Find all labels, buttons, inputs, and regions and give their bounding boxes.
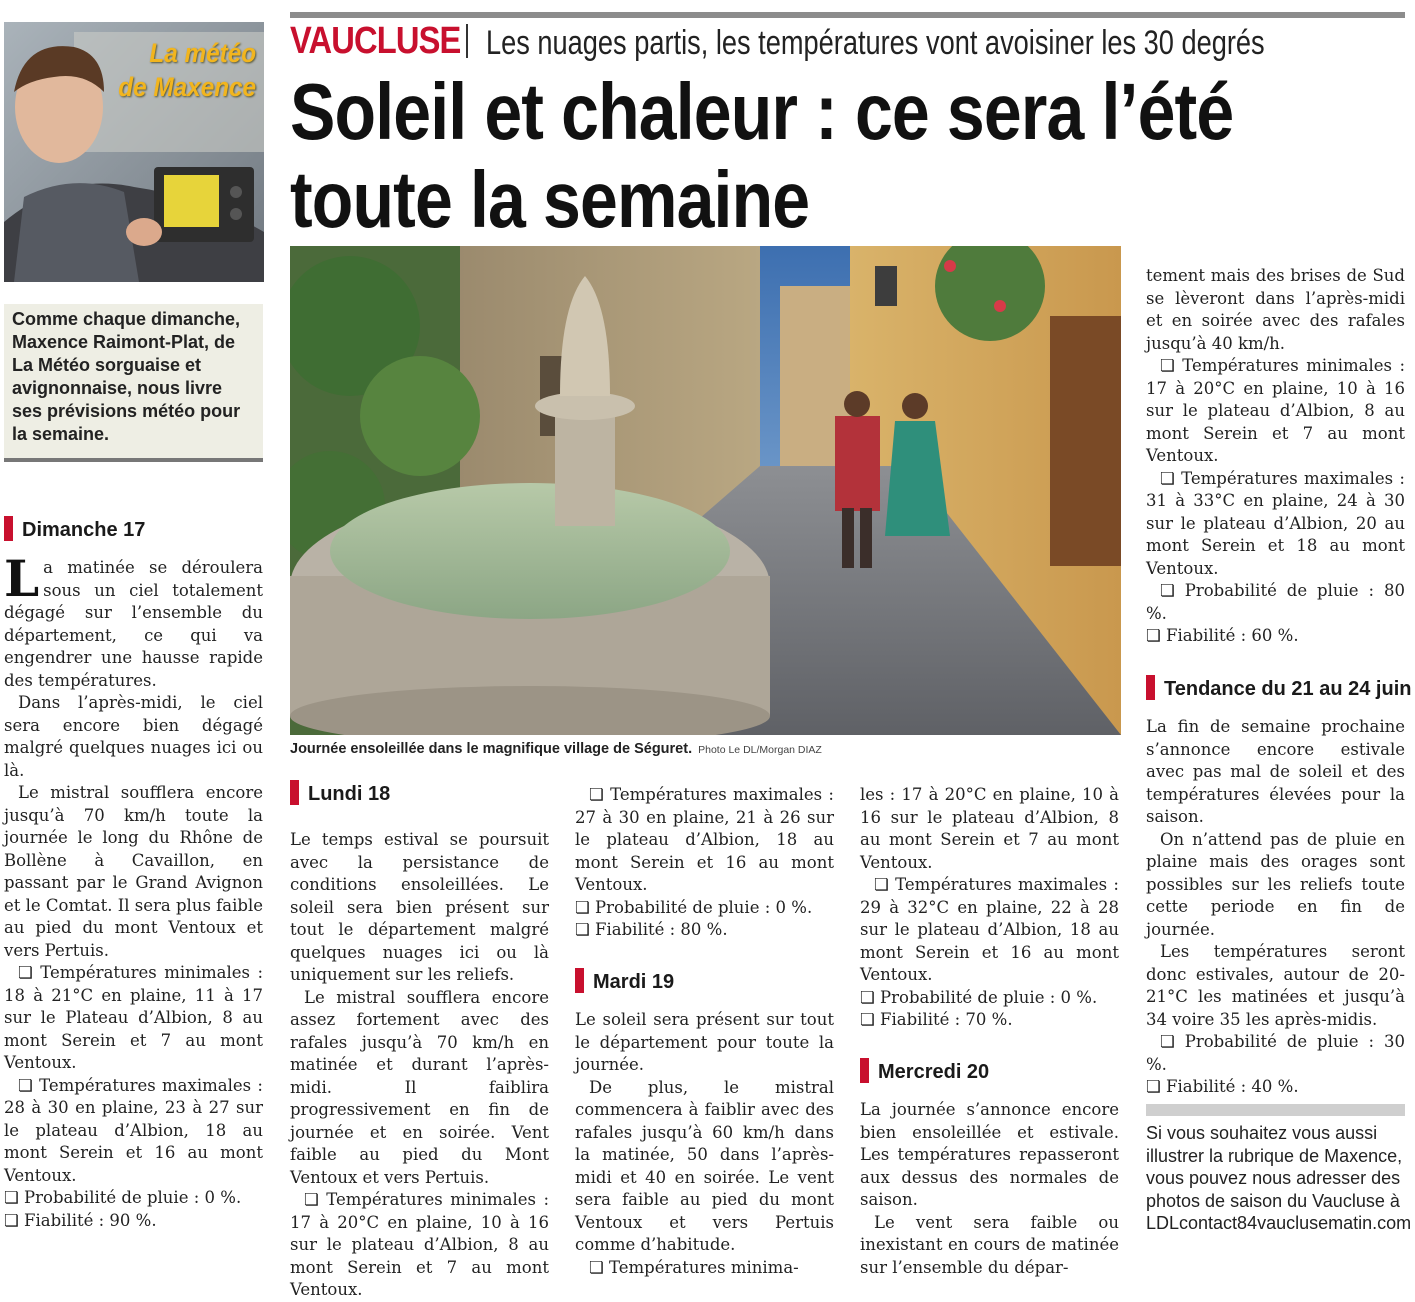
caption-text: Journée ensoleillée dans le magnifique village de Séguret. [290,741,693,757]
tmin-item: ❏ Températures minimales : 18 à 21°C en plaine, 11 à 17 sur le Plateau d’Albion, 8 au mont Serein et 7 au mont Ventoux. [4,963,263,1072]
column-mercredi [860,1099,1119,1279]
reliability-item: ❏ Fiabilité : 60 %. [1146,626,1299,645]
contact-bar [1146,1104,1405,1116]
kicker: Les nuages partis, les températures vont avoisiner les 30 degrés [486,24,1265,62]
rubric-title-line-2: de Maxence [118,72,256,102]
headline-line-1: Soleil et chaleur : ce sera l’été [290,67,1234,156]
heading-marker [290,780,299,805]
paragraph-start: Le vent sera faible ou inexistant en cours de matinée sur l’ensemble du dépar- [860,1212,1119,1277]
fountain-photo [290,246,1121,735]
heading-marker [4,516,13,541]
tmin-item-end: les : 17 à 20°C en plaine, 10 à 16 sur le plateau d’Albion, 8 au mont Serein et 7 au mont Ventoux. [860,785,1119,872]
tmax-item: ❏ Températures maximales : 29 à 32°C en plaine, 22 à 28 sur le plateau d’Albion, 18 au mont Serein et 16 au mont Ventoux. [860,875,1119,984]
heading-dimanche-label: Dimanche 17 [22,519,146,541]
paragraph: Le soleil sera présent sur tout le département pour toute la journée. [575,1010,834,1074]
tmin-item: ❏ Températures minimales : 17 à 20°C en plaine, 10 à 16 sur le plateau d’Albion, 8 au mont Serein et 7 au mont Ventoux. [290,1190,549,1299]
tmax-item: ❏ Températures maximales : 31 à 33°C en plaine, 24 à 30 sur le plateau d’Albion, 20 au mont Serein et 18 au mont Ventoux. [1146,468,1405,578]
heading-marker [575,968,584,993]
paragraph: De plus, le mistral commencera à faiblir avec des rafales jusqu’à 60 km/h dans la matinée, 50 dans l’après-midi et 40 en soirée. Le vent sera faible au pied du mont Ventoux et vers Pertuis comme d’habitude. [575,1077,834,1254]
column-tendance [1146,716,1405,1099]
heading-mardi [575,968,674,994]
heading-dimanche [4,516,145,542]
tmax-item: ❏ Températures maximales : 28 à 30 en plaine, 23 à 27 sur le plateau d’Albion, 18 au mont Serein et 16 au mont Ventoux. [4,1075,263,1185]
heading-mardi-label: Mardi 19 [593,971,675,993]
reliability-item: ❏ Fiabilité : 80 %. [575,920,728,939]
paragraph [4,549,263,692]
section-label: VAUCLUSE [290,20,461,62]
drop-cap: L [4,549,40,608]
rubric-title-line-1: La météo [149,38,256,68]
reliability-item: ❏ Fiabilité : 70 %. [860,1010,1013,1029]
heading-lundi [290,780,390,806]
heading-mercredi [860,1058,989,1084]
paragraph: On n’attend pas de pluie en plaine mais des orages sont possibles sur les reliefs toute cette periode en fin de journée. [1146,829,1405,939]
village-fountain-image [290,246,1121,735]
headline [290,68,1410,244]
reliability-item: ❏ Fiabilité : 90 %. [4,1210,157,1230]
rubric-title [118,36,256,104]
column-mercredi-continued [1146,265,1405,648]
paragraph-text: a matinée se déroulera sous un ciel totalement dégagé sur l’ensemble du département, ce qui va engendrer une hausse rapide des températures. [4,558,263,690]
paragraph: La journée s’annonce encore bien ensoleillée et estivale. Les températures repasseront aux dessus des normales de saison. [860,1100,1119,1209]
rain-item: ❏ Probabilité de pluie : 30 %. [1146,1032,1405,1074]
column-mardi [575,1009,834,1279]
column-lundi-continued [575,784,834,942]
contact-text: Si vous souhaitez vous aussi illustrer la rubrique de Maxence, vous pouvez nous adresser des photos de saison du Vaucluse à LDLcontact84vauclusematin.com [1146,1123,1412,1233]
heading-marker [860,1058,869,1083]
rain-item: ❏ Probabilité de pluie : 0 %. [860,987,1098,1007]
photo-caption [290,741,822,757]
intro-box [4,304,263,462]
heading-tendance-label: Tendance du 21 au 24 juin [1164,678,1412,700]
rain-item: ❏ Probabilité de pluie : 80 %. [1146,581,1405,623]
paragraph: La fin de semaine prochaine s’annonce encore estivale avec pas mal de soleil et des températures élevées pour la saison. [1146,717,1405,826]
column-lundi [290,829,549,1302]
paragraph: Le mistral soufflera encore assez fortement avec des rafales jusqu’à 70 km/h en matinée et durant l’après-midi. Il faiblira progressivement en fin de journée et en soirée. Vent faible au pied du Mont Ventoux et vers Pertuis. [290,987,549,1187]
heading-mercredi-label: Mercredi 20 [878,1061,990,1083]
top-rule [290,12,1405,18]
heading-marker [1146,675,1155,700]
paragraph: Dans l’après-midi, le ciel sera encore bien dégagé malgré quelques nuages ici ou là. [4,693,263,780]
heading-tendance [1146,675,1411,701]
headline-line-2: toute la semaine [290,155,810,244]
rain-item: ❏ Probabilité de pluie : 0 %. [4,1188,242,1207]
rain-item: ❏ Probabilité de pluie : 0 %. [575,897,813,917]
paragraph: Le mistral soufflera encore jusqu’à 70 km/h toute la journée le long du Rhône de Bollène à Cavaillon, en passant par le Grand Avignon et le Comtat. Il sera plus faible au pied du mont Ventoux et vers Pertuis. [4,783,263,960]
paragraph-end: tement mais des brises de Sud se lèveront dans l’après-midi et en soirée avec des rafales jusqu’à 40 km/h. [1146,266,1405,353]
intro-text: Comme chaque dimanche, Maxence Raimont-Plat, de La Météo sorguaise et avignonnaise, nous livre ses prévisions météo pour la semaine. [12,309,241,444]
heading-lundi-label: Lundi 18 [308,783,391,805]
paragraph: Le temps estival se poursuit avec la persistance de conditions ensoleillées. Le soleil sera bien présent sur tout le département malgré quelques nuages ici ou là uniquement sur les reliefs. [290,830,549,984]
author-portrait [4,22,264,282]
section-separator [466,24,468,58]
tmin-item: ❏ Températures minimales : 17 à 20°C en plaine, 10 à 16 sur le plateau d’Albion, 8 au mont Serein et 7 au mont Ventoux. [1146,356,1405,465]
column-mardi-continued [860,784,1119,1032]
photo-credit: Photo Le DL/Morgan DIAZ [698,744,822,756]
tmax-item: ❏ Températures maximales : 27 à 30 en plaine, 21 à 26 sur le plateau d’Albion, 18 au mont Serein et 16 au mont Ventoux. [575,785,834,894]
tmin-item-start: ❏ Températures minima- [589,1257,799,1277]
reliability-item: ❏ Fiabilité : 40 %. [1146,1077,1299,1096]
column-dimanche [4,549,263,1232]
paragraph: Les températures seront donc estivales, autour de 20-21°C les matinées et jusqu’à 34 voire 35 les après-midis. [1146,942,1405,1029]
